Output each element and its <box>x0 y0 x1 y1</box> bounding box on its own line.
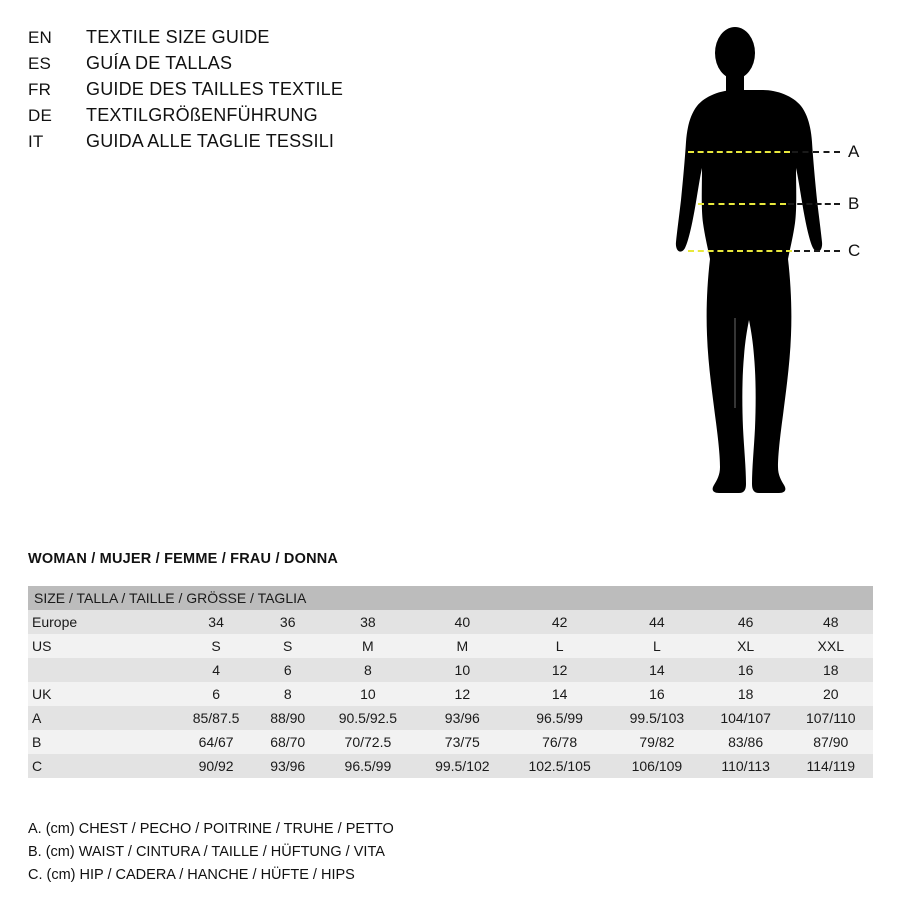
cell: 102.5/105 <box>508 754 611 778</box>
waist-lead-line <box>788 203 840 205</box>
chest-lead-line <box>792 151 840 153</box>
cell: L <box>611 634 703 658</box>
cell: 76/78 <box>508 730 611 754</box>
cell: XL <box>703 634 789 658</box>
title-row <box>28 50 628 76</box>
cell: 36 <box>256 610 319 634</box>
hip-measure-line <box>688 250 792 252</box>
cell: 83/86 <box>703 730 789 754</box>
language-code: DE <box>28 106 53 125</box>
row-label: UK <box>28 682 176 706</box>
title-row <box>28 24 628 50</box>
table-row <box>28 682 873 706</box>
hip-lead-line <box>794 250 840 252</box>
cell: 6 <box>256 658 319 682</box>
cell: 8 <box>319 658 416 682</box>
cell: 114/119 <box>789 754 873 778</box>
page-title: GUIDA ALLE TAGLIE TESSILI <box>86 131 335 151</box>
title-row <box>28 102 628 128</box>
cell: 93/96 <box>417 706 509 730</box>
cell: 4 <box>176 658 256 682</box>
cell: 16 <box>611 682 703 706</box>
row-label: US <box>28 634 176 658</box>
cell: S <box>256 634 319 658</box>
cell: 8 <box>256 682 319 706</box>
table-header-cell: SIZE / TALLA / TAILLE / GRÖSSE / TAGLIA <box>28 586 873 610</box>
cell: 34 <box>176 610 256 634</box>
page-title: GUÍA DE TALLAS <box>86 53 233 73</box>
language-code: IT <box>28 132 44 151</box>
cell: 12 <box>508 658 611 682</box>
cell: 96.5/99 <box>319 754 416 778</box>
cell: 42 <box>508 610 611 634</box>
measure-label-b: B <box>848 194 860 213</box>
cell: 99.5/103 <box>611 706 703 730</box>
title-block <box>28 24 628 154</box>
language-code: FR <box>28 80 52 99</box>
table-row <box>28 610 873 634</box>
cell: 48 <box>789 610 873 634</box>
cell: 64/67 <box>176 730 256 754</box>
cell: 38 <box>319 610 416 634</box>
title-row <box>28 76 628 102</box>
cell: 68/70 <box>256 730 319 754</box>
legend-line-c: C. (cm) HIP / CADERA / HANCHE / HÜFTE / HIPS <box>28 867 355 883</box>
page-title: TEXTILE SIZE GUIDE <box>86 27 270 47</box>
table-row <box>28 730 873 754</box>
row-label <box>28 658 176 682</box>
cell: 110/113 <box>703 754 789 778</box>
cell: 46 <box>703 610 789 634</box>
table-row <box>28 634 873 658</box>
cell: 96.5/99 <box>508 706 611 730</box>
cell: 79/82 <box>611 730 703 754</box>
row-label: C <box>28 754 176 778</box>
cell: 40 <box>417 610 509 634</box>
page-title: GUIDE DES TAILLES TEXTILE <box>86 79 344 99</box>
table-section-title: WOMAN / MUJER / FEMME / FRAU / DONNA <box>28 551 339 567</box>
cell: 88/90 <box>256 706 319 730</box>
legend-line-b: B. (cm) WAIST / CINTURA / TAILLE / HÜFTUNG / VITA <box>28 844 385 860</box>
title-row <box>28 128 628 154</box>
cell: 87/90 <box>789 730 873 754</box>
cell: M <box>417 634 509 658</box>
table-row <box>28 754 873 778</box>
body-figure <box>640 18 890 563</box>
cell: 85/87.5 <box>176 706 256 730</box>
cell: 73/75 <box>417 730 509 754</box>
cell: 104/107 <box>703 706 789 730</box>
cell: 16 <box>703 658 789 682</box>
table-row <box>28 658 873 682</box>
page-title: TEXTILGRÖßENFÜHRUNG <box>86 105 318 125</box>
cell: 14 <box>508 682 611 706</box>
row-label: B <box>28 730 176 754</box>
cell: 6 <box>176 682 256 706</box>
size-table <box>28 586 873 778</box>
cell: 99.5/102 <box>417 754 509 778</box>
row-label: A <box>28 706 176 730</box>
language-code: EN <box>28 28 53 47</box>
table-header-row <box>28 586 873 610</box>
cell: 70/72.5 <box>319 730 416 754</box>
cell: 44 <box>611 610 703 634</box>
cell: 12 <box>417 682 509 706</box>
measurement-legend <box>28 818 394 887</box>
cell: 20 <box>789 682 873 706</box>
language-code: ES <box>28 54 52 73</box>
cell: 10 <box>417 658 509 682</box>
cell: XXL <box>789 634 873 658</box>
legend-line-a: A. (cm) CHEST / PECHO / POITRINE / TRUHE / PETTO <box>28 821 394 837</box>
cell: 106/109 <box>611 754 703 778</box>
measure-label-c: C <box>848 241 861 260</box>
female-body-silhouette-icon <box>640 18 890 563</box>
chest-measure-line <box>688 151 790 153</box>
cell: M <box>319 634 416 658</box>
cell: 18 <box>789 658 873 682</box>
cell: 90/92 <box>176 754 256 778</box>
cell: 10 <box>319 682 416 706</box>
waist-measure-line <box>698 203 786 205</box>
measure-label-a: A <box>848 142 860 161</box>
cell: 107/110 <box>789 706 873 730</box>
table-row <box>28 706 873 730</box>
cell: 18 <box>703 682 789 706</box>
row-label: Europe <box>28 610 176 634</box>
cell: 93/96 <box>256 754 319 778</box>
cell: 90.5/92.5 <box>319 706 416 730</box>
cell: S <box>176 634 256 658</box>
cell: L <box>508 634 611 658</box>
cell: 14 <box>611 658 703 682</box>
